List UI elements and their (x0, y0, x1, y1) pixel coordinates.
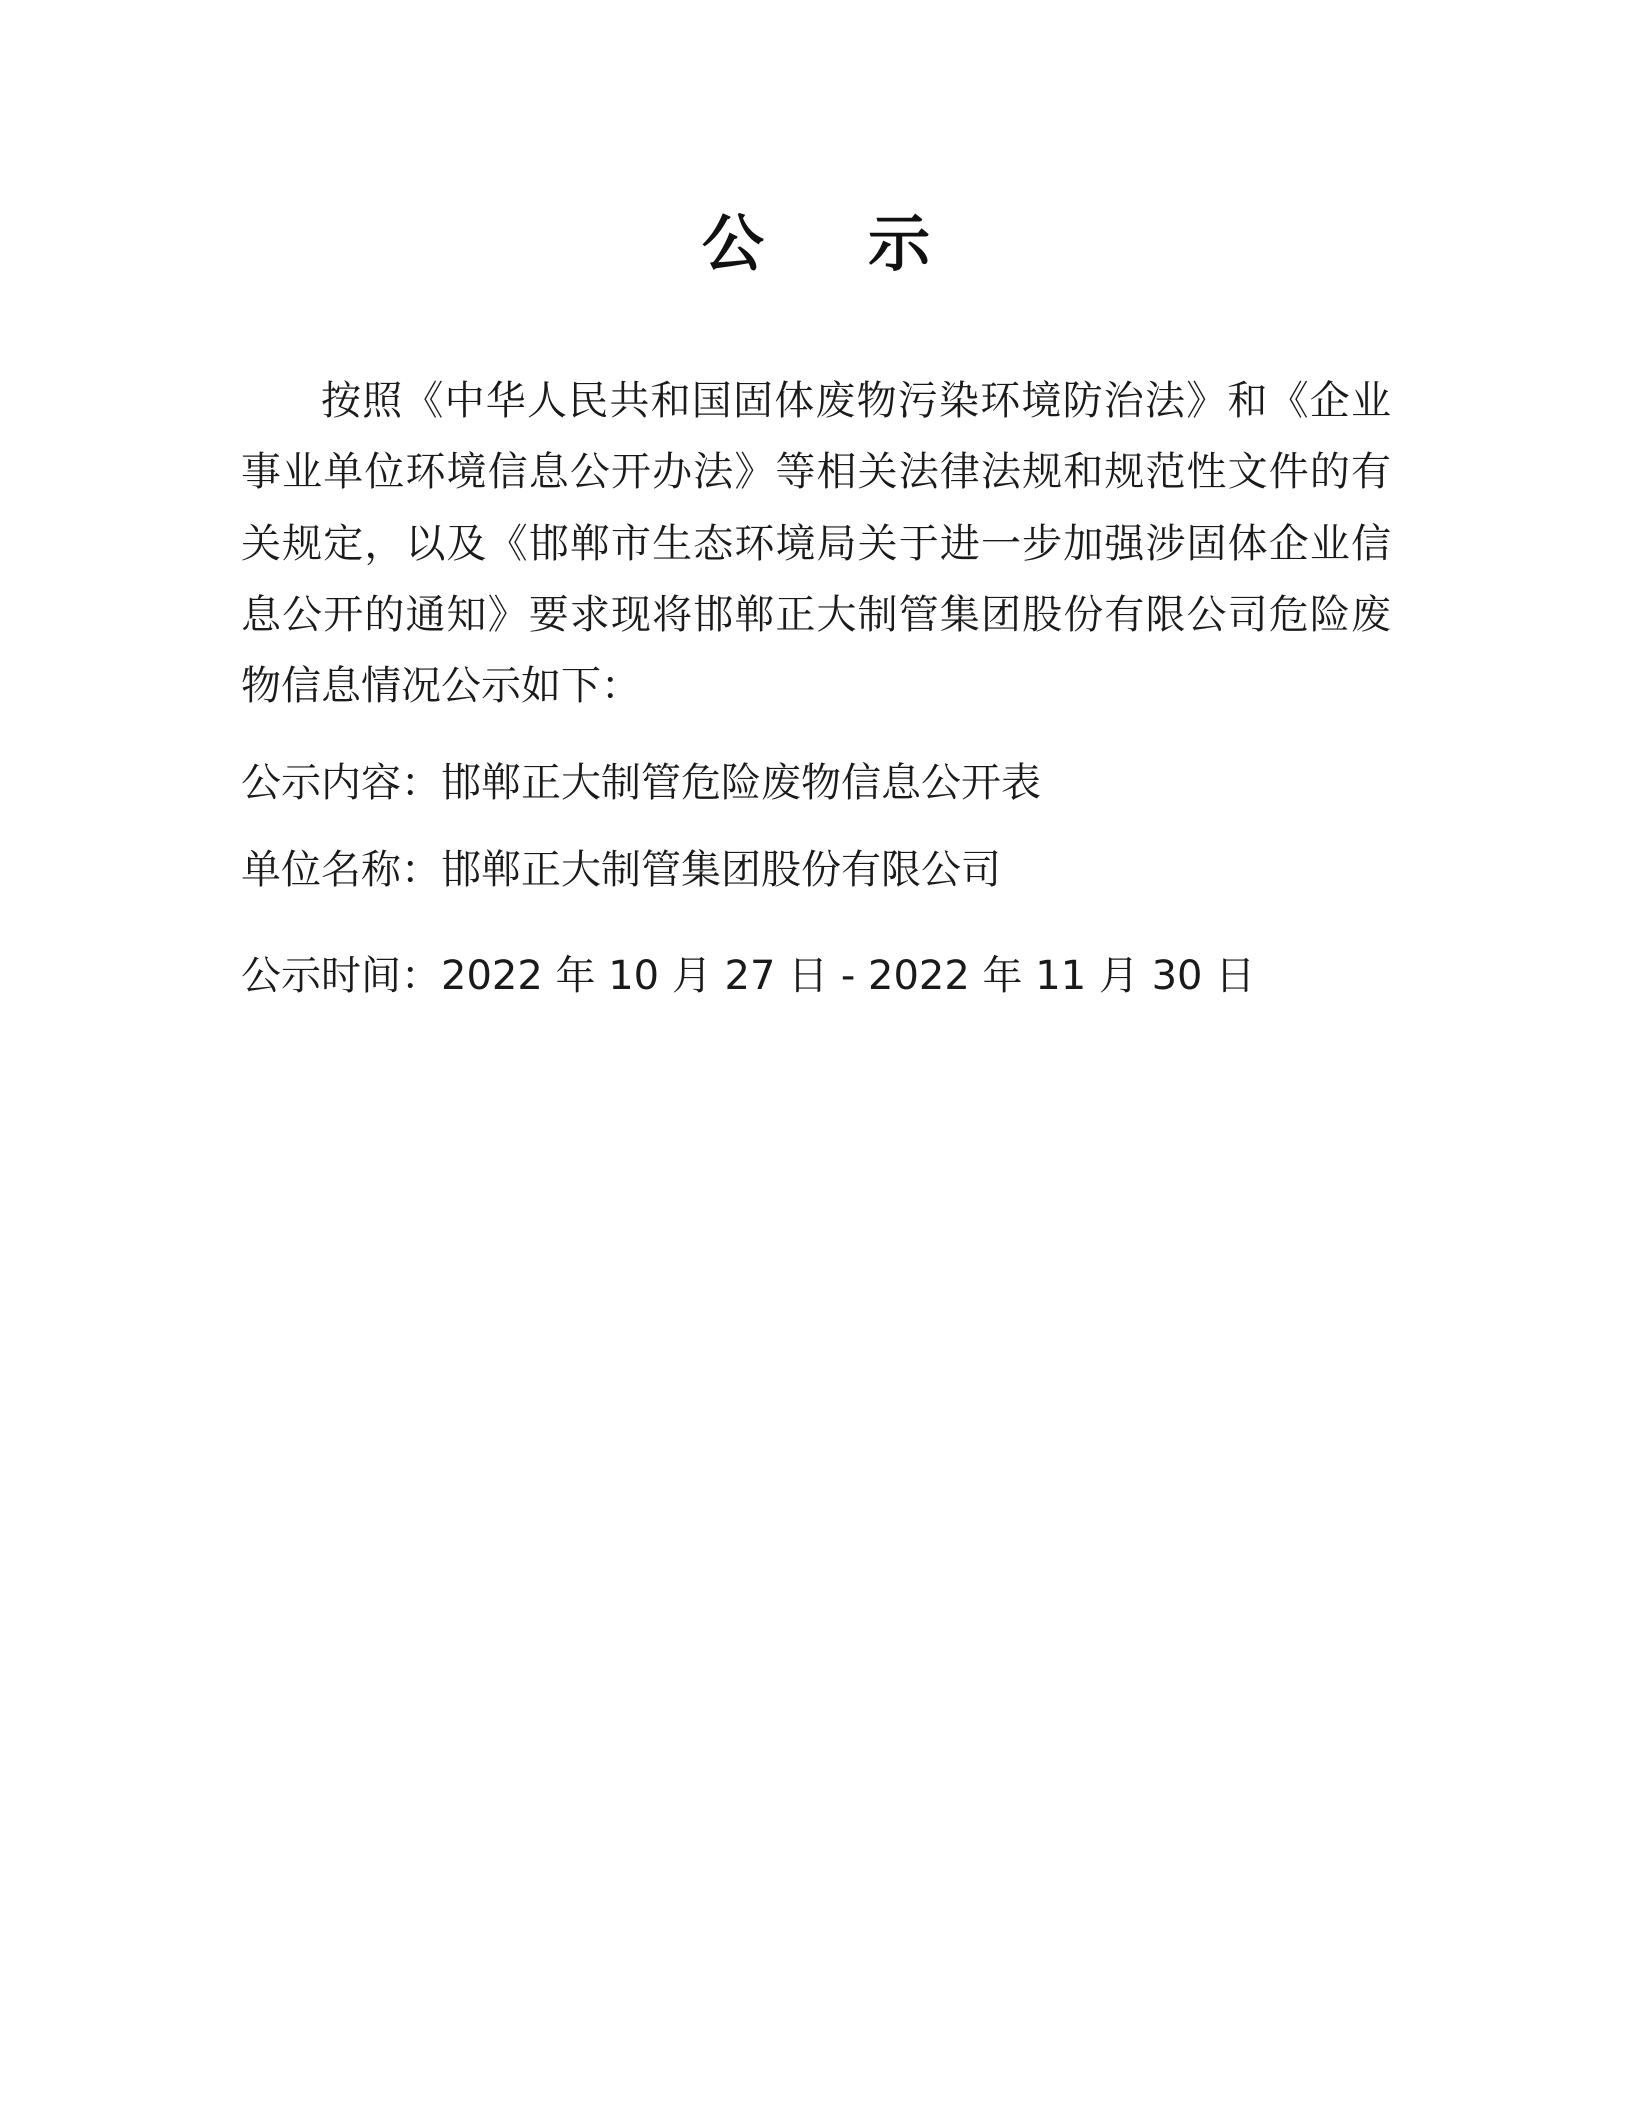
field-unit-name: 单位名称：邯郸正大制管集团股份有限公司 (241, 847, 1001, 894)
body-paragraph: 按照《中华人民共和国固体废物污染环境防治法》和《企业事业单位环境信息公开办法》等相关法律法规和规范性文件的有关规定，以及《邯郸市生态环境局关于进一步加强涉固体企业信息公开的通知》要求现将邯郸正大制管集团股份有限公司危险废物信息情况公示如下： (241, 378, 1391, 709)
field-publication-period: 公示时间：2022 年 10 月 27 日 - 2022 年 11 月 30 日 (241, 952, 1256, 999)
field-publication-content: 公示内容：邯郸正大制管危险废物信息公开表 (241, 760, 1041, 807)
page-title: 公 示 (701, 207, 952, 280)
document-body (241, 278, 1391, 1012)
